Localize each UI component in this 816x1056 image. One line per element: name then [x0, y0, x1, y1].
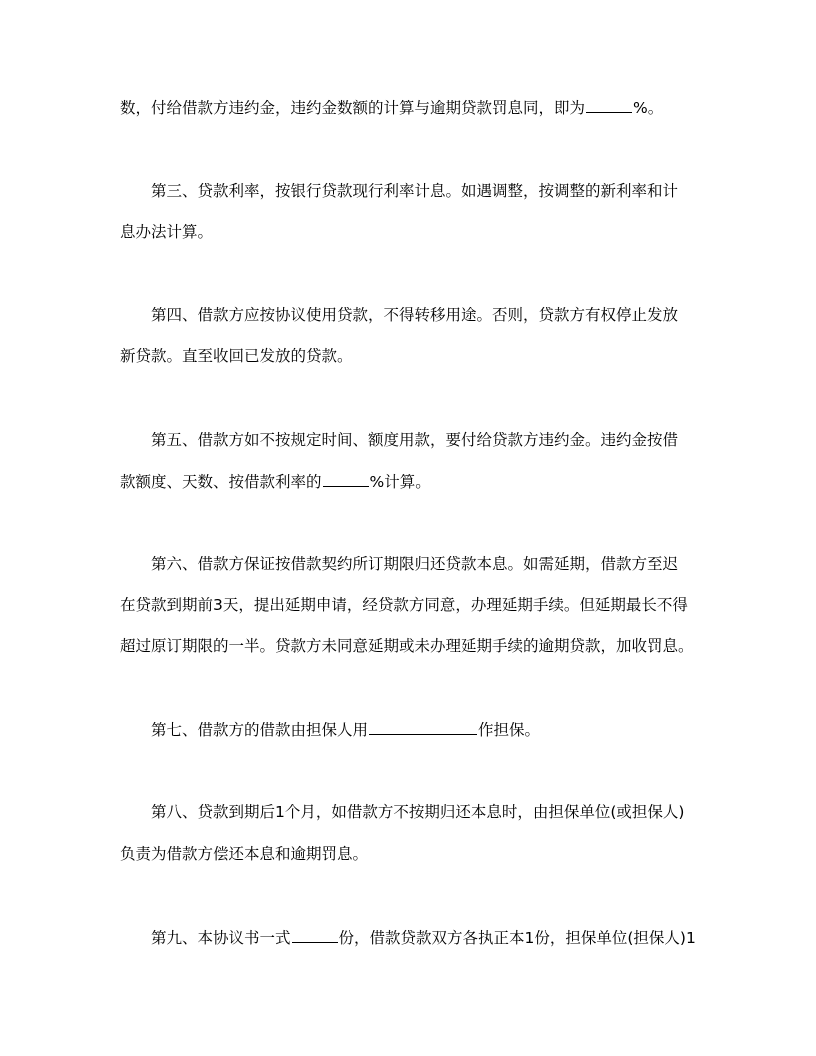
clause-7-line-1: [151, 719, 540, 740]
clause-3-line-1: 第三、贷款利率，按银行贷款现行利率计息。如遇调整，按调整的新利率和计: [151, 182, 679, 200]
fill-in-blank[interactable]: [323, 471, 369, 487]
clause-4-line-1: 第四、借款方应按协议使用贷款，不得转移用途。否则，贷款方有权停止发放: [151, 306, 679, 324]
text-segment: 作担保。: [478, 721, 541, 739]
clause-5-line-1: 第五、借款方如不按规定时间、额度用款，要付给贷款方违约金。违约金按借: [151, 431, 679, 449]
fill-in-blank[interactable]: [369, 719, 477, 735]
paragraph-2-continuation: [120, 97, 663, 118]
text-segment: %计算。: [369, 473, 431, 491]
text-segment: 第七、借款方的借款由担保人用: [151, 721, 369, 739]
clause-9-line-1: [151, 927, 696, 948]
clause-5-line-2: [120, 471, 431, 492]
clause-8-line-2: 负责为借款方偿还本息和逾期罚息。: [120, 845, 369, 863]
clause-6-line-2: 在贷款到期前3天，提出延期申请，经贷款方同意，办理延期手续。但延期最长不得: [120, 596, 688, 614]
clause-6-line-3: 超过原订期限的一半。贷款方未同意延期或未办理延期手续的逾期贷款，加收罚息。: [120, 637, 694, 655]
clause-8-line-1: 第八、贷款到期后1个月，如借款方不按期归还本息时，由担保单位(或担保人): [151, 803, 685, 821]
fill-in-blank[interactable]: [292, 927, 338, 943]
clause-3-line-2: 息办法计算。: [120, 223, 214, 241]
clause-4-line-2: 新贷款。直至收回已发放的贷款。: [120, 347, 353, 365]
clause-6-line-1: 第六、借款方保证按借款契约所订期限归还贷款本息。如需延期，借款方至迟: [151, 555, 679, 573]
fill-in-blank[interactable]: [586, 97, 632, 113]
text-segment: 款额度、天数、按借款利率的: [120, 473, 322, 491]
text-segment: 份，借款贷款双方各执正本1份，担保单位(担保人)1: [338, 929, 696, 947]
text-segment: 第九、本协议书一式: [151, 929, 291, 947]
text-segment: %。: [633, 99, 664, 117]
text-segment: 数，付给借款方违约金，违约金数额的计算与逾期贷款罚息同，即为: [120, 99, 586, 117]
